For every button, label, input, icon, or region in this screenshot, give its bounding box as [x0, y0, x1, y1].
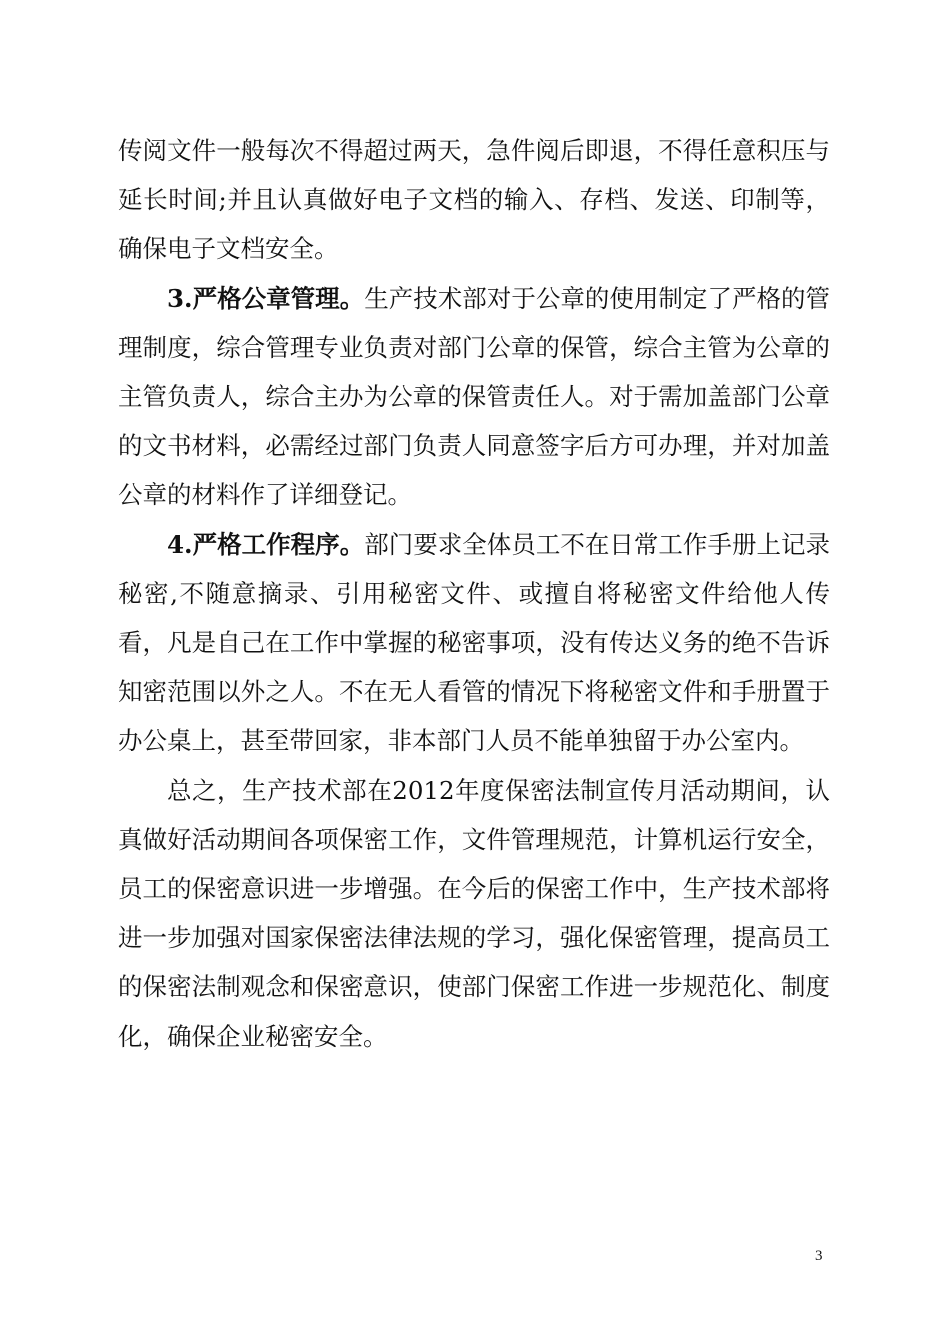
page-number: 3 — [815, 1248, 823, 1264]
paragraph-text: 传阅文件一般每次不得超过两天，急件阅后即退，不得任意积压与延长时间;并且认真做好电子文档的输入、存档、发送、印制等，确保电子文档安全。 — [118, 136, 830, 264]
paragraph-document-circulation — [118, 126, 830, 274]
paragraph-summary — [118, 766, 830, 1061]
paragraph-seal-management — [118, 274, 830, 520]
paragraph-text: 部门要求全体员工不在日常工作手册上记录秘密,不随意摘录、引用秘密文件、或擅自将秘密文件给他人传看，凡是自己在工作中掌握的秘密事项，没有传达义务的绝不告诉知密范围以外之人。不在无人看管的情况下将秘密文件和手册置于办公桌上，甚至带回家，非本部门人员不能单独留于办公室内。 — [118, 529, 831, 756]
paragraph-text: 生产技术部对于公章的使用制定了严格的管理制度，综合管理专业负责对部门公章的保管，综合主管为公章的主管负责人，综合主办为公章的保管责任人。对于需加盖部门公章的文书材料，必需经过部门负责人同意签字后方可办理，并对加盖公章的材料作了详细登记。 — [118, 283, 831, 510]
paragraph-work-procedure — [118, 520, 830, 766]
paragraph-heading: 3.严格公章管理。 — [167, 283, 365, 313]
paragraph-text: 总之，生产技术部在2012年度保密法制宣传月活动期间，认真做好活动期间各项保密工作，文件管理规范，计算机运行安全，员工的保密意识进一步增强。在今后的保密工作中，生产技术部将进一步加强对国家保密法律法规的学习，强化保密管理，提高员工的保密法制观念和保密意识，使部门保密工作进一步规范化、制度化，确保企业秘密安全。 — [118, 775, 830, 1051]
document-body — [118, 126, 830, 1061]
paragraph-heading: 4.严格工作程序。 — [167, 529, 365, 559]
